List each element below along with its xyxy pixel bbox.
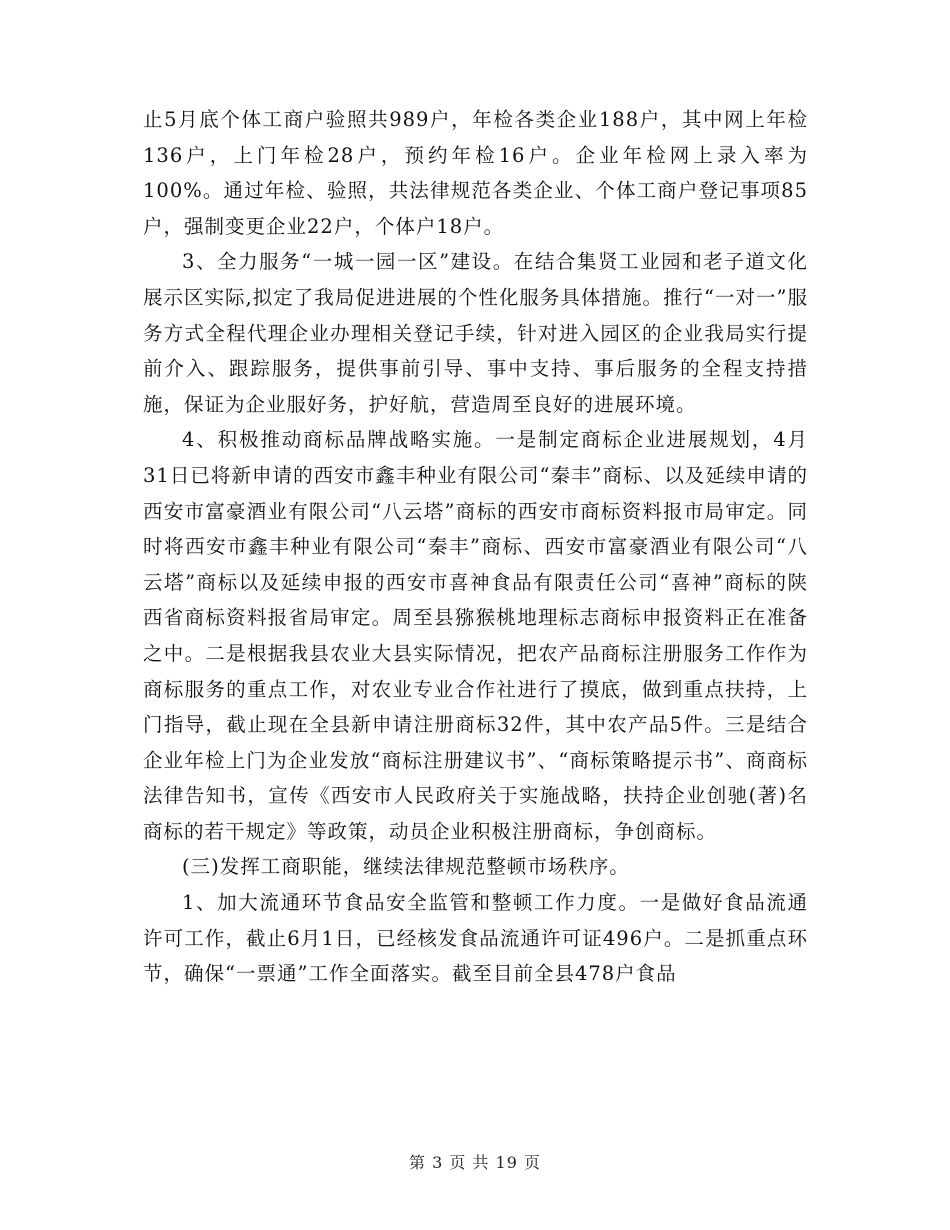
paragraph-1: 止5月底个体工商户验照共989户，年检各类企业188户，其中网上年检136户，上门年检28户，预约年检16户。企业年检网上录入率为100%。通过年检、验照，共法律规范各类企业、个体工商户登记事项85户，强制变更企业22户，个体户18户。 (143, 108, 808, 238)
paragraph-3: 4、积极推动商标品牌战略实施。一是制定商标企业进展规划，4月31日已将新申请的西安市鑫丰种业有限公司“秦丰”商标、以及延续申请的西安市富豪酒业有限公司“八云塔”商标的西安市商标资料报市局审定。同时将西安市鑫丰种业有限公司“秦丰”商标、西安市富豪酒业有限公司“八云塔”商标以及延续申报的西安市喜神食品有限责任公司“喜神”商标的陕西省商标资料报省局审定。周至县猕猴桃地理标志商标申报资料正在准备之中。二是根据我县农业大县实际情况，把农产品商标注册服务工作作为商标服务的重点工作，对农业专业合作社进行了摸底，做到重点扶持，上门指导，截止现在全县新申请注册商标32件，其中农产品5件。三是结合企业年检上门为企业发放“商标注册建议书”、“商标策略提示书”、商商标法律告知书，宣传《西安市人民政府关于实施战略，扶持企业创驰(著)名商标的若干规定》等政策，动员企业积极注册商标，争创商标。 (143, 428, 808, 843)
document-body (143, 102, 808, 992)
paragraph-2: 3、全力服务“一城一园一区”建设。在结合集贤工业园和老子道文化展示区实际,拟定了我局促进进展的个性化服务具体措施。推行“一对一”服务方式全程代理企业办理相关登记手续，针对进入园区的企业我局实行提前介入、跟踪服务，提供事前引导、事中支持、事后服务的全程支持措施，保证为企业服好务，护好航，营造周至良好的进展环境。 (143, 250, 808, 416)
page-number-footer: 第 3 页 共 19 页 (409, 1153, 541, 1172)
paragraph-5: 1、加大流通环节食品安全监管和整顿工作力度。一是做好食品流通许可工作，截止6月1日，已经核发食品流通许可证496户。二是抓重点环节，确保“一票通”工作全面落实。截至目前全县478户食品 (143, 891, 808, 986)
section-heading-3: (三)发挥工商职能，继续法律规范整顿市场秩序。 (182, 855, 630, 879)
